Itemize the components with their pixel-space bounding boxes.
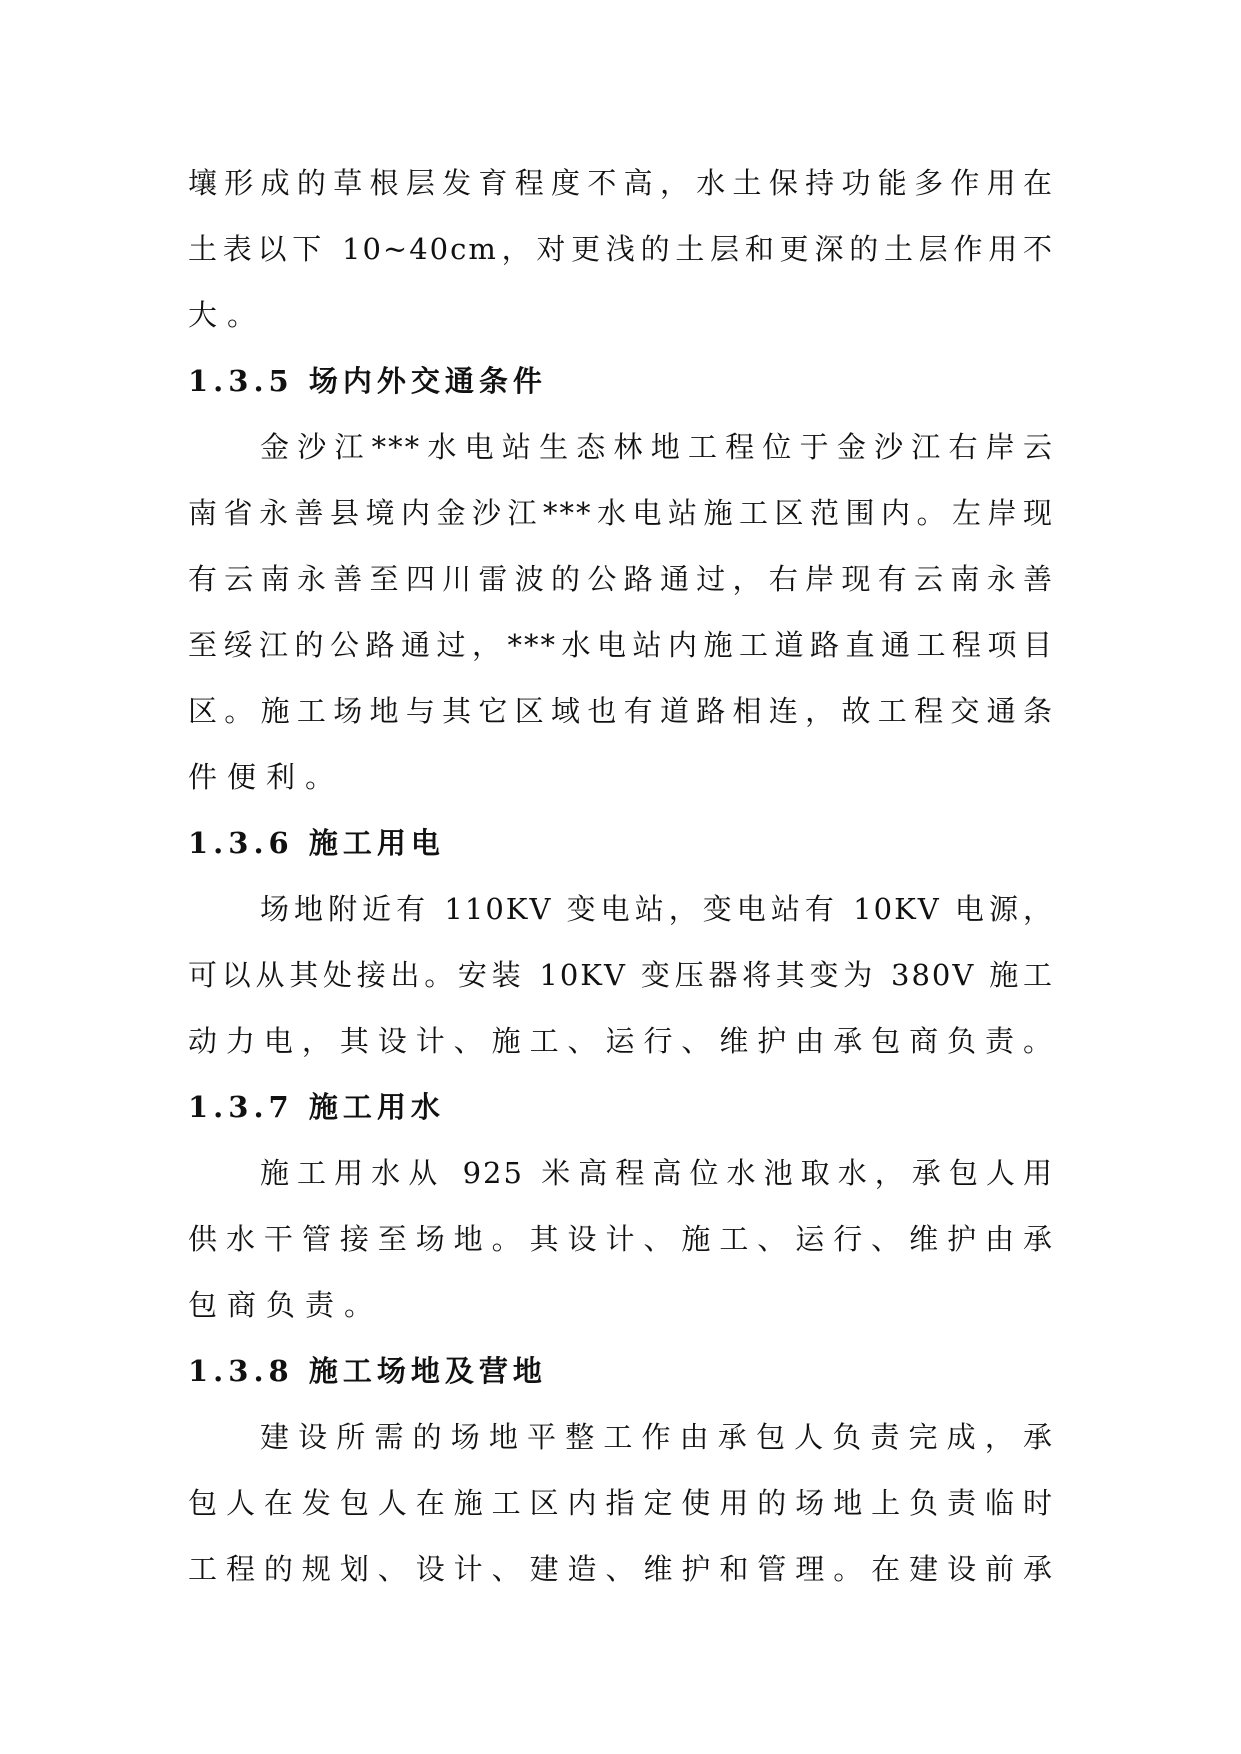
paragraph-line: 包人在发包人在施工区内指定使用的场地上负责临时 <box>188 1486 1054 1520</box>
section-heading-1-3-6: 1.3.6 施工用电 <box>188 826 445 860</box>
paragraph-line: 可以从其处接出。安装 10KV 变压器将其变为 380V 施工 <box>188 958 1054 992</box>
paragraph-line: 至绥江的公路通过，***水电站内施工道路直通工程项目 <box>188 628 1054 662</box>
paragraph-line: 件便利。 <box>188 760 345 794</box>
paragraph-line: 场地附近有 110KV 变电站，变电站有 10KV 电源， <box>260 892 1054 926</box>
paragraph-line: 建设所需的场地平整工作由承包人负责完成，承 <box>260 1420 1054 1454</box>
section-heading-1-3-5: 1.3.5 场内外交通条件 <box>188 364 547 398</box>
paragraph-line: 壤形成的草根层发育程度不高，水土保持功能多作用在 <box>188 166 1054 200</box>
paragraph-line: 供水干管接至场地。其设计、施工、运行、维护由承 <box>188 1222 1054 1256</box>
section-heading-1-3-7: 1.3.7 施工用水 <box>188 1090 445 1124</box>
paragraph-line: 包商负责。 <box>188 1288 384 1322</box>
document-body <box>188 150 1054 1602</box>
paragraph-line: 南省永善县境内金沙江***水电站施工区范围内。左岸现 <box>188 496 1054 530</box>
paragraph-line: 金沙江***水电站生态林地工程位于金沙江右岸云 <box>260 430 1054 464</box>
paragraph-line: 施工用水从 925 米高程高位水池取水，承包人用 <box>260 1156 1054 1190</box>
paragraph-line: 区。施工场地与其它区域也有道路相连，故工程交通条 <box>188 694 1054 728</box>
section-heading-1-3-8: 1.3.8 施工场地及营地 <box>188 1354 547 1388</box>
paragraph-line: 土表以下 10~40cm，对更浅的土层和更深的土层作用不 <box>188 232 1054 266</box>
paragraph-line: 有云南永善至四川雷波的公路通过，右岸现有云南永善 <box>188 562 1054 596</box>
paragraph-line: 动力电，其设计、施工、运行、维护由承包商负责。 <box>188 1024 1054 1058</box>
paragraph-line: 工程的规划、设计、建造、维护和管理。在建设前承 <box>188 1552 1054 1586</box>
paragraph-line: 大。 <box>188 298 267 332</box>
